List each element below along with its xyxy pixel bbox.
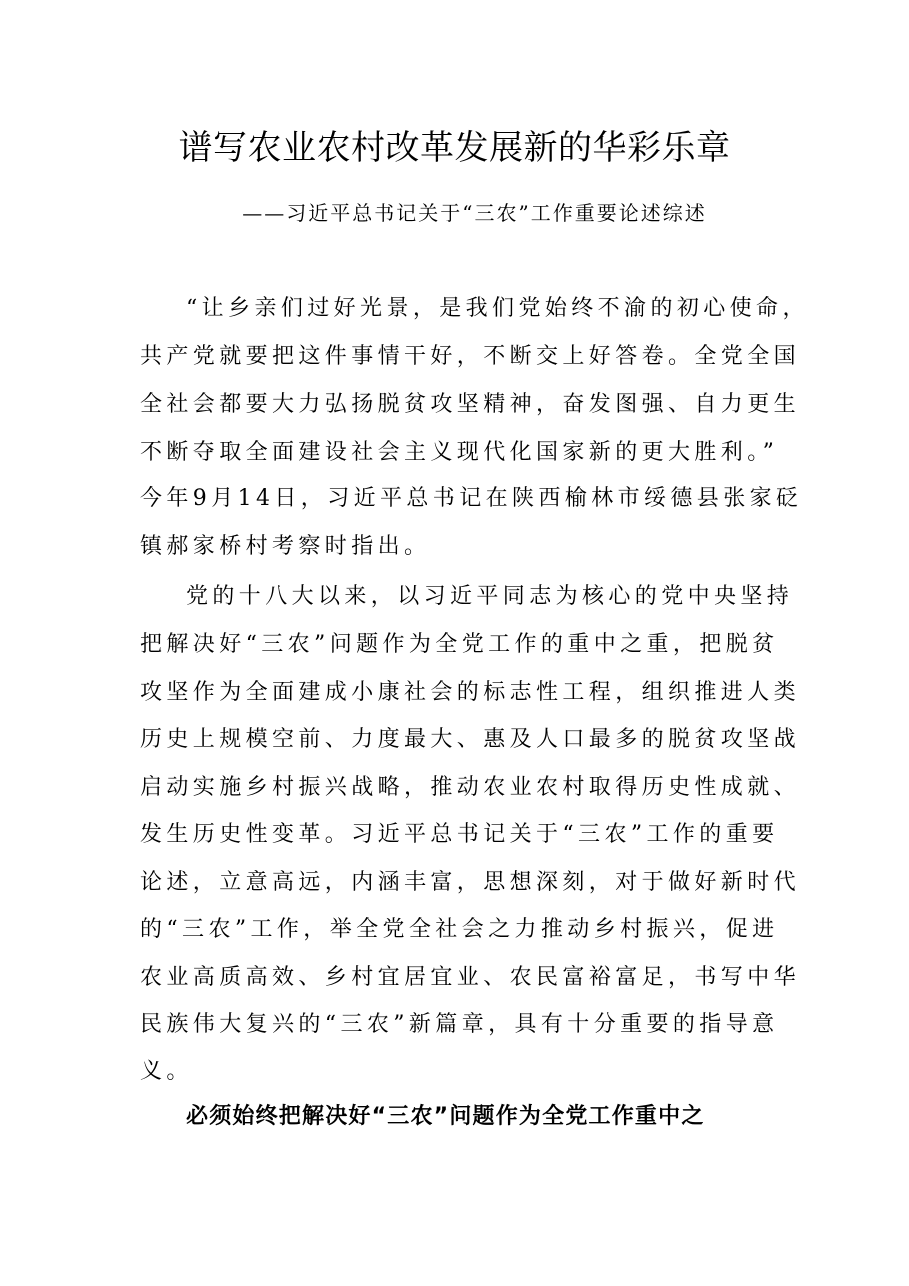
paragraph-1-line-3: 全社会都要大力弘扬脱贫攻坚精神，奋发图强、自力更生 <box>140 392 801 417</box>
paragraph-2-line-1: 党的十八大以来，以习近平同志为核心的党中央坚持 <box>186 584 794 609</box>
paragraph-2-line-6: 发生历史性变革。习近平总书记关于“三农”工作的重要 <box>140 822 779 847</box>
paragraph-1-line-1: “让乡亲们过好光景，是我们党始终不渝的初心使命， <box>186 296 809 321</box>
paragraph-2-line-8: 的“三农”工作，举全党全社会之力推动乡村振兴，促进 <box>140 917 779 942</box>
paragraph-1-line-6: 镇郝家桥村考察时指出。 <box>140 534 431 559</box>
paragraph-1-line-5: 今年9月14日，习近平总书记在陕西榆林市绥德县张家砭 <box>140 486 803 511</box>
paragraph-2-line-2: 把解决好“三农”问题作为全党工作的重中之重，把脱贫 <box>140 632 779 657</box>
paragraph-2-line-10: 民族伟大复兴的“三农”新篇章，具有十分重要的指导意 <box>140 1012 779 1037</box>
paragraph-2-line-11: 义。 <box>140 1059 193 1084</box>
document-title: 谱写农业农村改革发展新的华彩乐章 <box>178 128 731 168</box>
paragraph-2-line-3: 攻坚作为全面建成小康社会的标志性工程，组织推进人类 <box>140 680 801 705</box>
paragraph-1-line-4: 不断夺取全面建设社会主义现代化国家新的更大胜利。” <box>140 440 779 465</box>
paragraph-2-line-9: 农业高质高效、乡村宜居宜业、农民富裕富足，书写中华 <box>140 965 801 990</box>
paragraph-2-line-7: 论述，立意高远，内涵丰富，思想深刻，对于做好新时代 <box>140 870 801 895</box>
document-subtitle: ——习近平总书记关于“三农”工作重要论述综述 <box>242 201 707 225</box>
paragraph-2-line-5: 启动实施乡村振兴战略，推动农业农村取得历史性成就、 <box>140 775 801 800</box>
paragraph-2-line-4: 历史上规模空前、力度最大、惠及人口最多的脱贫攻坚战 <box>140 727 801 752</box>
paragraph-1-line-2: 共产党就要把这件事情干好，不断交上好答卷。全党全国 <box>140 344 801 369</box>
section-heading: 必须始终把解决好“三农”问题作为全党工作重中之 <box>186 1104 705 1129</box>
